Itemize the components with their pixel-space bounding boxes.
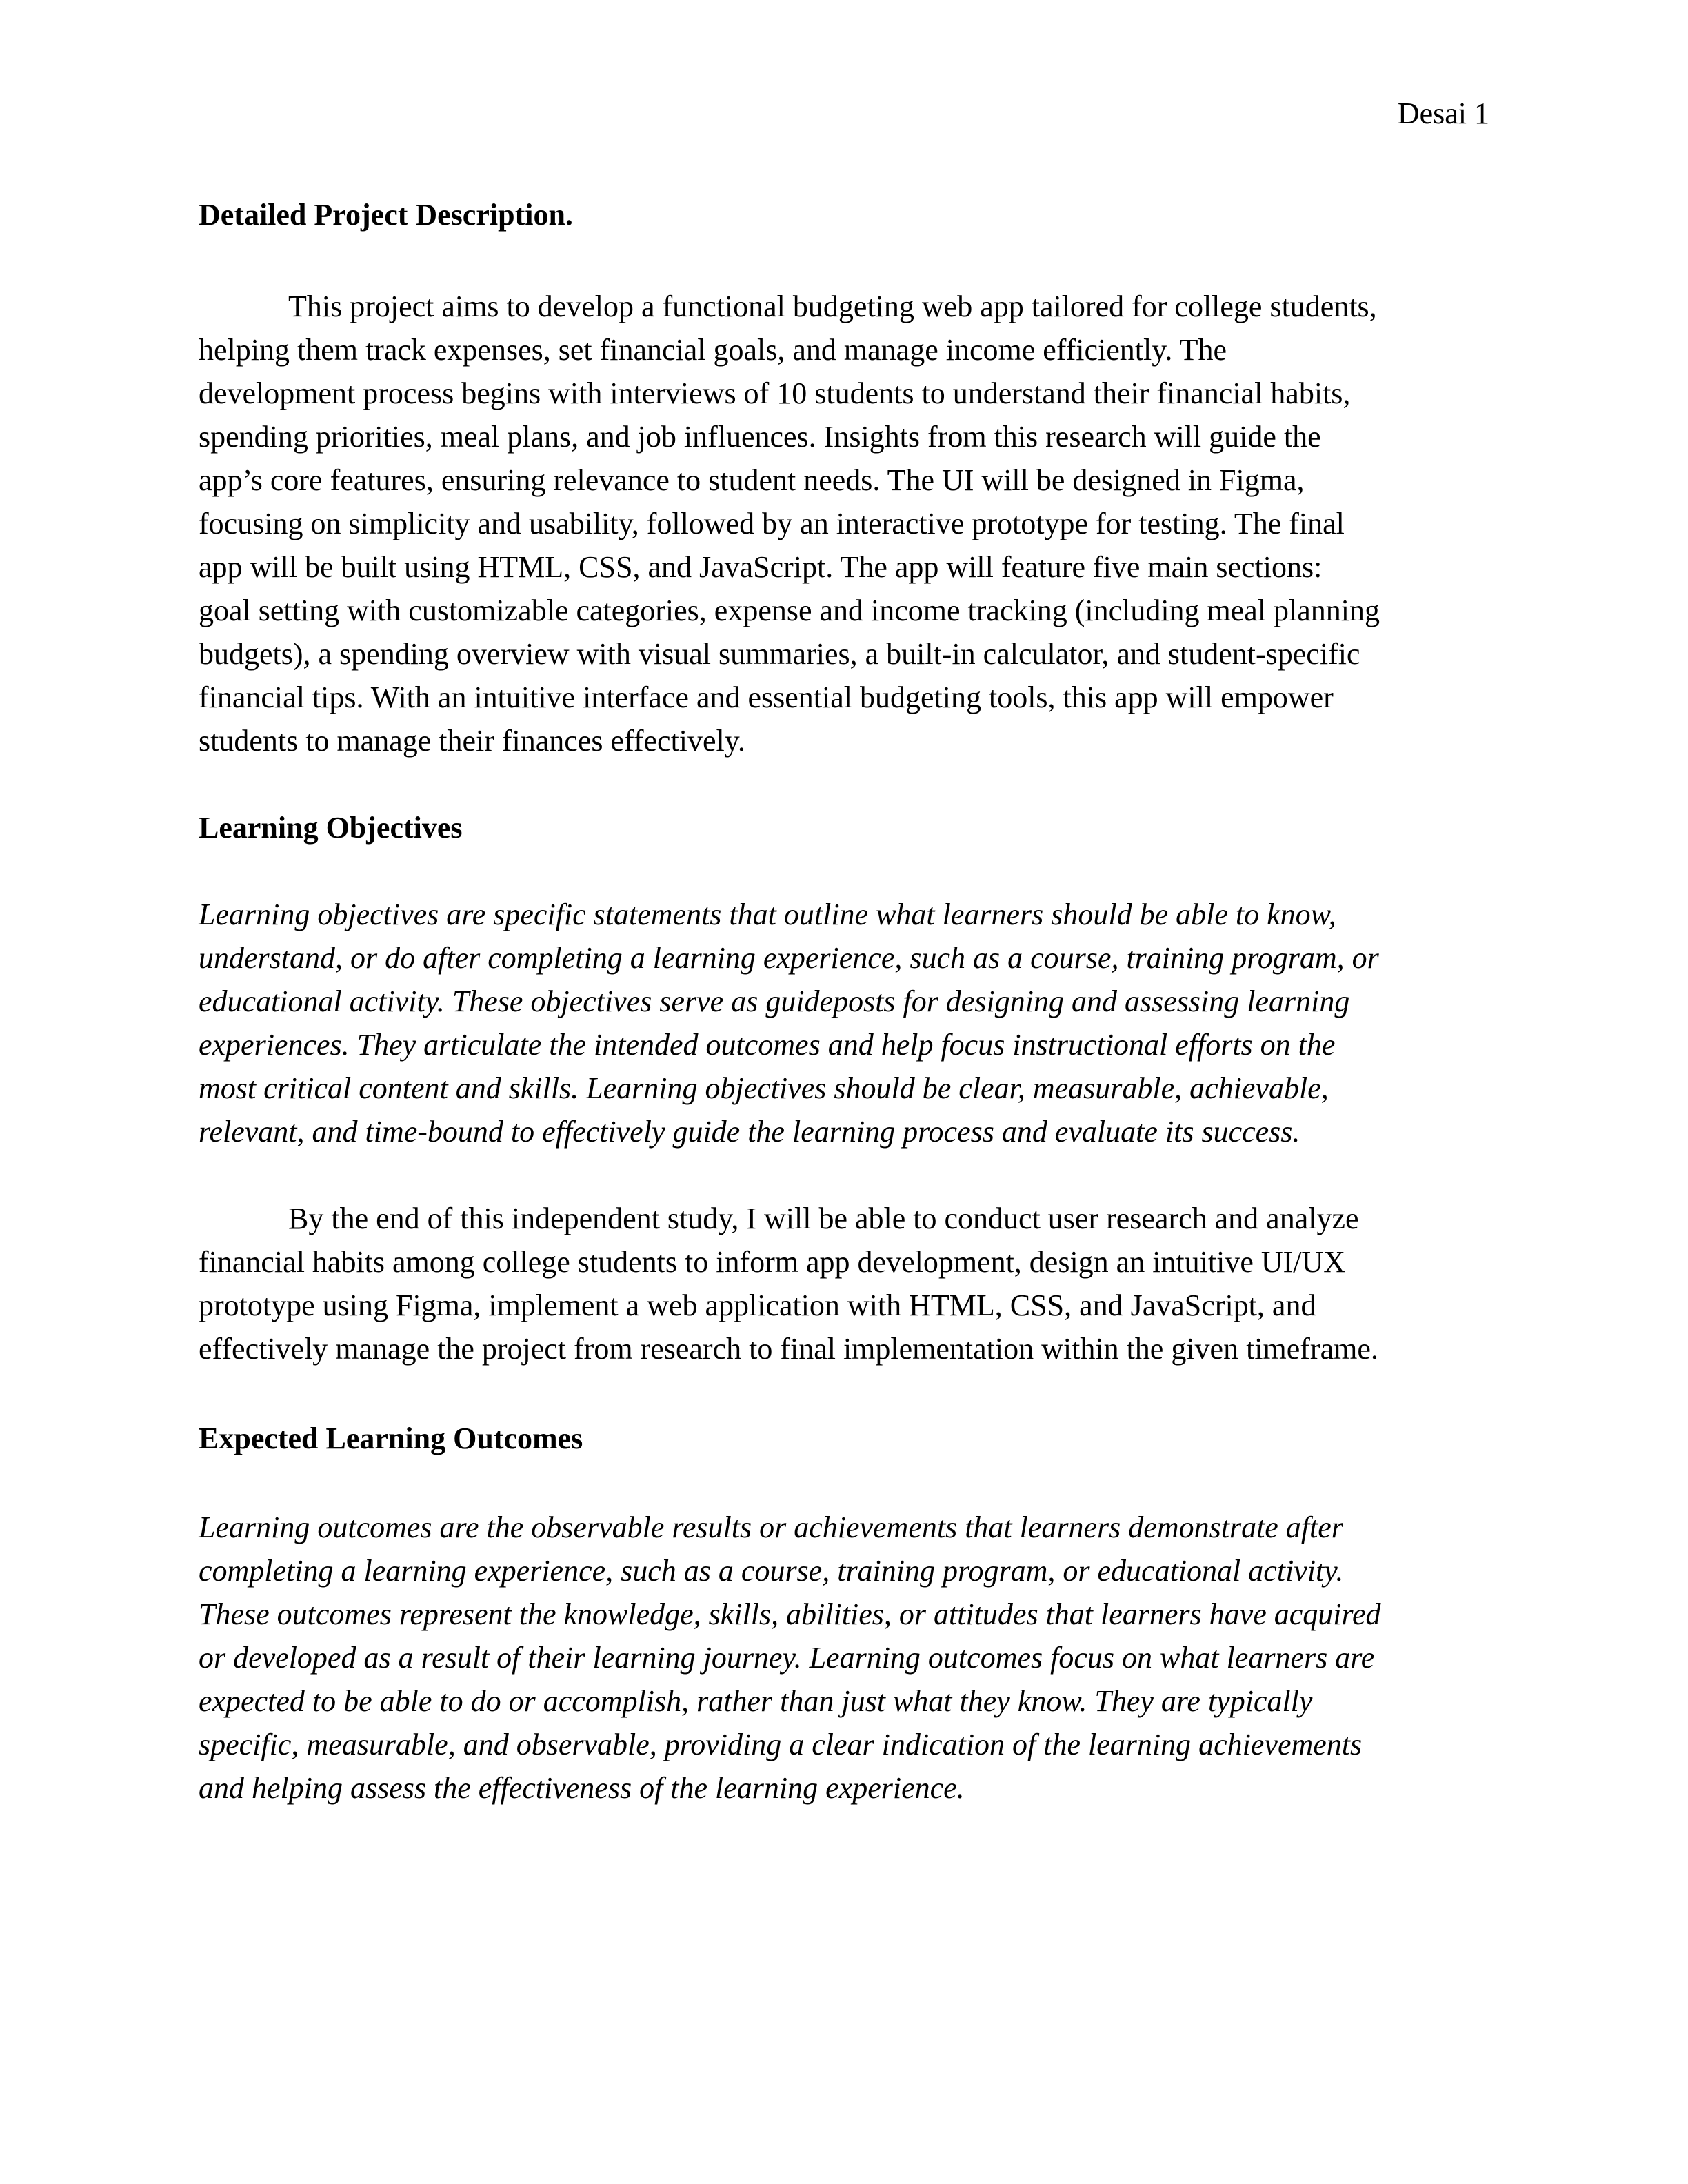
text-line: effectively manage the project from research to final implementation within the given timeframe. <box>199 1332 1378 1366</box>
paragraph-objectives-definition <box>199 893 1489 1153</box>
text-line: prototype using Figma, implement a web application with HTML, CSS, and JavaScript, and <box>199 1288 1316 1322</box>
paragraph-outcomes-definition <box>199 1506 1489 1810</box>
text-line: spending priorities, meal plans, and job influences. Insights from this research will guide the <box>199 420 1321 454</box>
text-line: These outcomes represent the knowledge, skills, abilities, or attitudes that learners have acquired <box>199 1597 1381 1631</box>
text-line: or developed as a result of their learning journey. Learning outcomes focus on what learners are <box>199 1641 1375 1675</box>
text-line: app will be built using HTML, CSS, and JavaScript. The app will feature five main sections: <box>199 550 1323 584</box>
text-line: By the end of this independent study, I will be able to conduct user research and analyze <box>288 1202 1359 1235</box>
text-line: development process begins with interviews of 10 students to understand their financial habits, <box>199 376 1351 410</box>
page-header-author-page-number: Desai 1 <box>1397 97 1489 130</box>
text-line: and helping assess the effectiveness of the learning experience. <box>199 1771 965 1805</box>
heading-project-description: Detailed Project Description. <box>199 198 573 232</box>
text-line: Learning outcomes are the observable results or achievements that learners demonstrate after <box>199 1510 1343 1544</box>
heading-learning-objectives: Learning Objectives <box>199 811 463 845</box>
text-line: goal setting with customizable categories, expense and income tracking (including meal planning <box>199 594 1380 627</box>
text-line: completing a learning experience, such as a course, training program, or educational activity. <box>199 1554 1344 1588</box>
text-line: helping them track expenses, set financial goals, and manage income efficiently. The <box>199 333 1227 367</box>
text-line: focusing on simplicity and usability, followed by an interactive prototype for testing. The final <box>199 507 1345 540</box>
text-line: financial tips. With an intuitive interface and essential budgeting tools, this app will empower <box>199 680 1334 714</box>
text-line: This project aims to develop a functional budgeting web app tailored for college students, <box>288 290 1377 323</box>
text-line: relevant, and time-bound to effectively guide the learning process and evaluate its success. <box>199 1115 1300 1149</box>
paragraph-project-description <box>199 285 1489 762</box>
text-line: expected to be able to do or accomplish, rather than just what they know. They are typically <box>199 1684 1313 1718</box>
text-line: Learning objectives are specific statements that outline what learners should be able to know, <box>199 898 1336 931</box>
text-line: most critical content and skills. Learning objectives should be clear, measurable, achievable, <box>199 1071 1329 1105</box>
paragraph-objectives-personal <box>199 1197 1489 1371</box>
text-line: educational activity. These objectives serve as guideposts for designing and assessing learning <box>199 984 1350 1018</box>
text-line: budgets), a spending overview with visual summaries, a built-in calculator, and student-specific <box>199 637 1360 671</box>
text-line: specific, measurable, and observable, providing a clear indication of the learning achievements <box>199 1728 1363 1761</box>
heading-expected-learning-outcomes: Expected Learning Outcomes <box>199 1422 583 1455</box>
text-line: experiences. They articulate the intended outcomes and help focus instructional efforts on the <box>199 1028 1336 1062</box>
text-line: students to manage their finances effectively. <box>199 724 745 758</box>
text-line: understand, or do after completing a learning experience, such as a course, training program, or <box>199 941 1379 975</box>
text-line: financial habits among college students to inform app development, design an intuitive UI/UX <box>199 1245 1346 1279</box>
text-line: app’s core features, ensuring relevance to student needs. The UI will be designed in Figma, <box>199 463 1305 497</box>
